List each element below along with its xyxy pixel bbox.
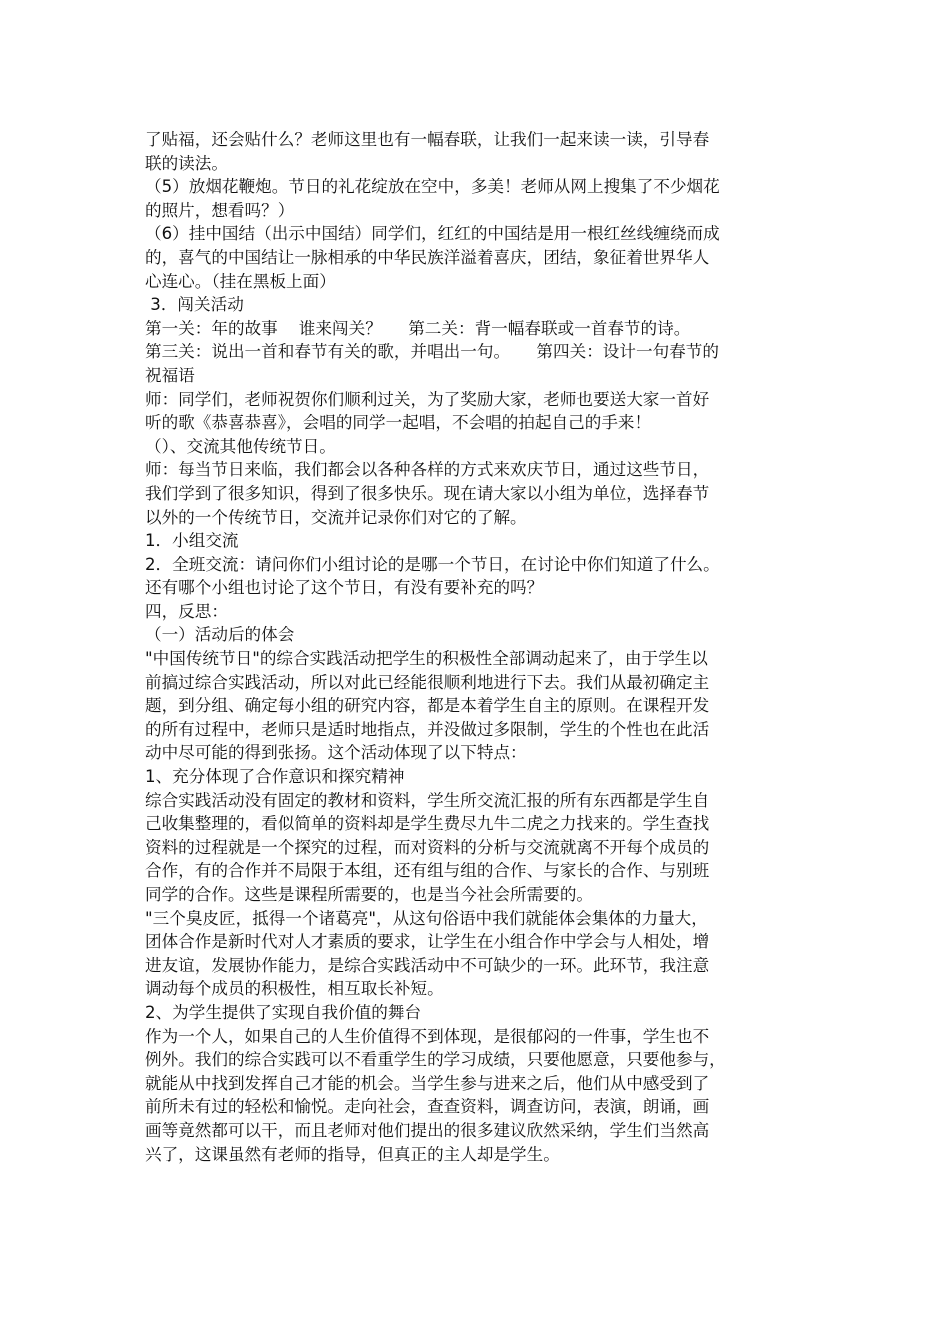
document-body	[145, 128, 810, 1166]
text-line: 兴了，这课虽然有老师的指导，但真正的主人却是学生。	[145, 1144, 560, 1164]
text-line: 例外。我们的综合实践可以不看重学生的学习成绩，只要他愿意，只要他参与，	[145, 1050, 726, 1070]
text-line: 的所有过程中，老师只是适时地指点，并没做过多限制，学生的个性也在此活	[145, 719, 710, 739]
text-line: 前搞过综合实践活动，所以对此已经能很顺利地进行下去。我们从最初确定主	[145, 672, 710, 692]
text-line: 还有哪个小组也讨论了这个节日，有没有要补充的吗？	[145, 578, 544, 598]
text-line: （5）放烟花鞭炮。节日的礼花绽放在空中，多美！老师从网上搜集了不少烟花	[145, 177, 720, 197]
text-line: "三个臭皮匠，抵得一个诸葛亮"，从这句俗语中我们就能体会集体的力量大，	[145, 908, 708, 928]
text-line: 第三关：说出一首和春节有关的歌，并唱出一句。 第四关：设计一句春节的	[145, 342, 719, 362]
text-line: 前所未有过的轻松和愉悦。走向社会，查查资料，调查访问，表演，朗诵，画	[145, 1097, 710, 1117]
text-line: 我们学到了很多知识，得到了很多快乐。现在请大家以小组为单位，选择春节	[145, 483, 710, 503]
text-line: 第一关：年的故事 谁来闯关？ 第二关：背一幅春联或一首春节的诗。	[145, 318, 691, 338]
section-heading: （一）活动后的体会	[145, 625, 295, 645]
text-line: 题，到分组、确定每小组的研究内容，都是本着学生自主的原则。在课程开发	[145, 696, 710, 716]
section-heading: 1、充分体现了合作意识和探究精神	[145, 767, 405, 787]
text-line: 的，喜气的中国结让一脉相承的中华民族洋溢着喜庆，团结，象征着世界华人	[145, 247, 710, 267]
text-line: 的照片，想看吗？）	[145, 200, 295, 220]
text-line: 心连心。（挂在黑板上面）	[145, 271, 336, 291]
section-heading: 2、为学生提供了实现自我价值的舞台	[145, 1002, 422, 1022]
text-line: 就能从中找到发挥自己才能的机会。当学生参与进来之后，他们从中感受到了	[145, 1073, 710, 1093]
text-line: 作为一个人，如果自己的人生价值得不到体现，是很郁闷的一件事，学生也不	[145, 1026, 710, 1046]
text-line: 同学的合作。这些是课程所需要的，也是当今社会所需要的。	[145, 885, 594, 904]
section-heading: 四，反思：	[145, 601, 228, 621]
text-line: 综合实践活动没有固定的教材和资料，学生所交流汇报的所有东西都是学生自	[145, 790, 710, 810]
text-line: 进友谊，发展协作能力，是综合实践活动中不可缺少的一环。此环节，我注意	[145, 955, 710, 975]
text-line: 祝福语	[145, 365, 195, 385]
text-line: 己收集整理的，看似简单的资料却是学生费尽九牛二虎之力找来的。学生查找	[145, 814, 710, 834]
text-line: 师：每当节日来临，我们都会以各种各样的方式来欢庆节日，通过这些节日，	[145, 460, 710, 480]
text-line: 2．全班交流：请问你们小组讨论的是哪一个节日，在讨论中你们知道了什么。	[145, 554, 720, 574]
text-line: 调动每个成员的积极性，相互取长补短。	[145, 979, 444, 999]
text-line: "中国传统节日"的综合实践活动把学生的积极性全部调动起来了，由于学生以	[145, 649, 708, 669]
text-line: 以外的一个传统节日，交流并记录你们对它的了解。	[145, 507, 527, 527]
text-line: 画等竟然都可以干，而且老师对他们提出的很多建议欣然采纳，学生们当然高	[145, 1120, 710, 1140]
section-heading: （）、交流其他传统节日。	[145, 436, 336, 456]
text-line: （6）挂中国结（出示中国结）同学们，红红的中国结是用一根红丝线缠绕而成	[145, 224, 720, 244]
text-line: 师：同学们，老师祝贺你们顺利过关，为了奖励大家，老师也要送大家一首好	[145, 389, 710, 409]
text-line: 听的歌《恭喜恭喜》，会唱的同学一起唱，不会唱的拍起自己的手来！	[145, 413, 652, 433]
text-line: 1．小组交流	[145, 531, 239, 551]
text-line: 动中尽可能的得到张扬。这个活动体现了以下特点：	[145, 743, 527, 763]
text-line: 资料的过程就是一个探究的过程，而对资料的分析与交流就离不开每个成员的	[145, 837, 710, 857]
section-heading: 3．闯关活动	[145, 295, 244, 315]
text-line: 了贴福，还会贴什么？老师这里也有一幅春联，让我们一起来读一读，引导春	[145, 130, 710, 149]
text-line: 合作，有的合作并不局限于本组，还有组与组的合作、与家长的合作、与别班	[145, 861, 710, 881]
text-line: 联的读法。	[145, 153, 228, 173]
text-line: 团体合作是新时代对人才素质的要求，让学生在小组合作中学会与人相处，增	[145, 932, 710, 952]
